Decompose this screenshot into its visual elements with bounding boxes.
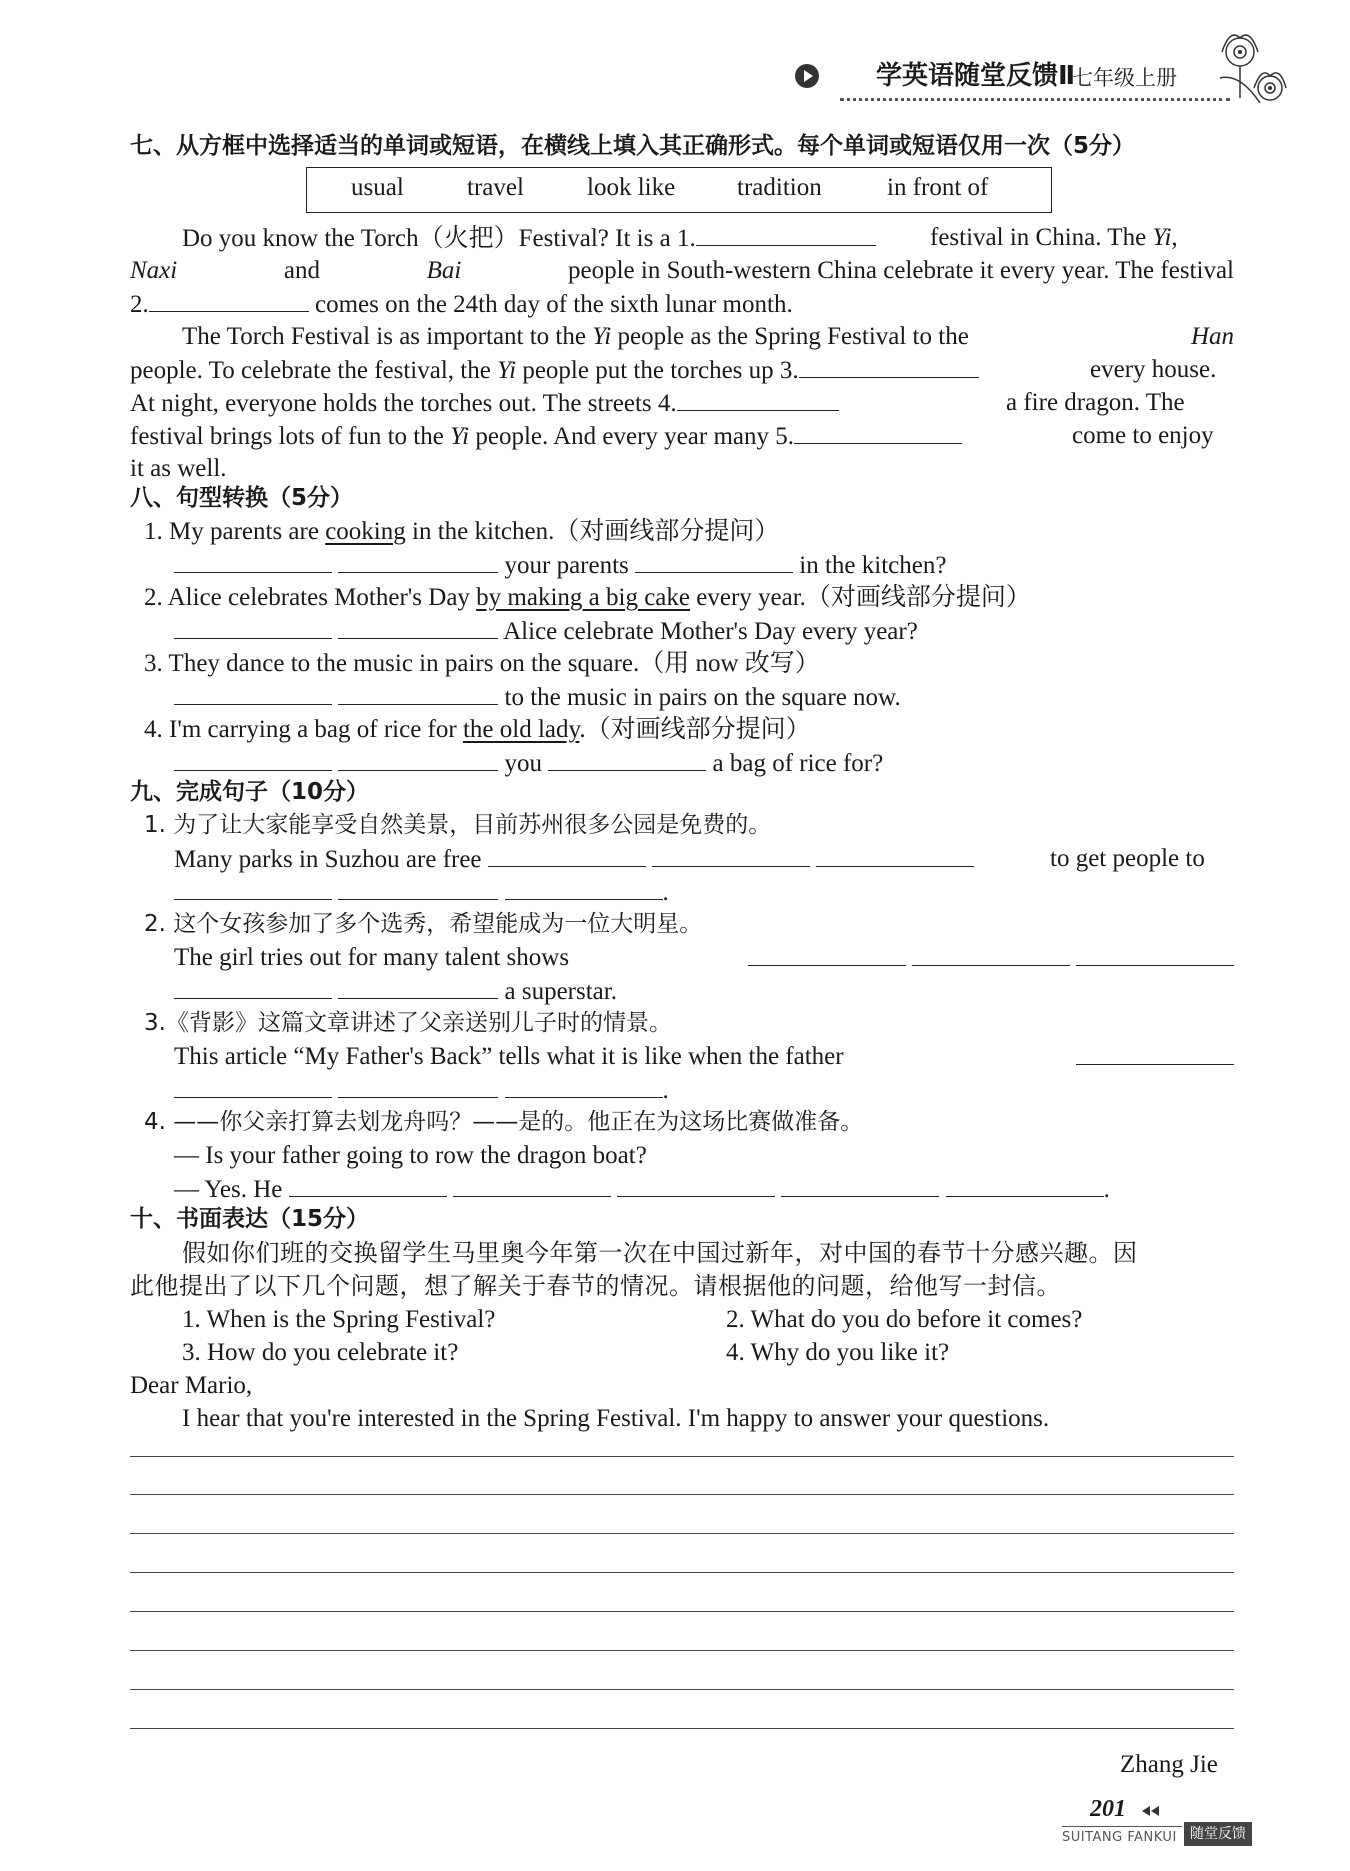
section-8-heading: 八、句型转换（5分） (130, 485, 354, 511)
passage-line: At night, everyone holds the torches out. The streets 4. (130, 386, 839, 420)
answer-line: to get people to (1050, 845, 1205, 872)
writing-question: 3. How do you celebrate it? (182, 1339, 459, 1366)
passage-line: it as well. (130, 455, 227, 482)
passage-line: every house. (1090, 356, 1217, 383)
blank[interactable] (338, 746, 498, 771)
header-play-icon (795, 64, 819, 88)
writing-line[interactable] (130, 1728, 1234, 1729)
question-8-4: 4. I'm carrying a bag of rice for the old lady.（对画线部分提问） (144, 716, 811, 743)
writing-line[interactable] (130, 1650, 1234, 1651)
blank[interactable] (1076, 1040, 1234, 1065)
blank[interactable] (505, 1073, 663, 1098)
section-7-heading: 七、从方框中选择适当的单词或短语，在横线上填入其正确形式。每个单词或短语仅用一次（5分） (130, 133, 1136, 159)
word-box-item: look like (587, 174, 676, 201)
blank[interactable] (652, 842, 810, 867)
blank[interactable] (338, 548, 498, 573)
blank[interactable] (174, 746, 332, 771)
passage-line: The Torch Festival is as important to the Yi people as the Spring Festival to the Han (182, 323, 1234, 350)
blank-1[interactable] (696, 221, 876, 246)
passage-line: festival in China. The Yi, (930, 224, 1178, 251)
writing-line[interactable] (130, 1533, 1234, 1534)
answer-line: Alice celebrate Mother's Day every year? (174, 614, 918, 648)
blank[interactable] (548, 746, 706, 771)
answer-line: The girl tries out for many talent shows (174, 941, 1234, 975)
blank[interactable] (748, 941, 906, 966)
question-8-2: 2. Alice celebrates Mother's Day by making a big cake every year.（对画线部分提问） (144, 584, 1031, 611)
blank-3[interactable] (799, 353, 979, 378)
answer-line: your parents in the kitchen? (174, 548, 946, 582)
blank[interactable] (174, 875, 332, 900)
passage-line: Naxi and Bai people in South-western China celebrate it every year. The festival (130, 257, 1234, 284)
blank[interactable] (617, 1172, 775, 1197)
question-9-4-prompt: 4. ——你父亲打算去划龙舟吗？——是的。他正在为这场比赛做准备。 (144, 1109, 864, 1135)
word-box-item: in front of (887, 174, 989, 201)
blank[interactable] (1076, 941, 1234, 966)
blank[interactable] (635, 548, 793, 573)
passage-line: festival brings lots of fun to the Yi people. And every year many 5. (130, 419, 962, 453)
blank[interactable] (488, 842, 646, 867)
letter-signature: Zhang Jie (1120, 1751, 1218, 1778)
word-box-item: tradition (737, 174, 822, 201)
blank[interactable] (174, 548, 332, 573)
blank-2[interactable] (149, 287, 309, 312)
writing-line[interactable] (130, 1611, 1234, 1612)
blank[interactable] (338, 875, 498, 900)
writing-line[interactable] (130, 1456, 1234, 1457)
writing-line[interactable] (130, 1572, 1234, 1573)
question-9-2-prompt: 2. 这个女孩参加了多个选秀，希望能成为一位大明星。 (144, 911, 703, 937)
blank[interactable] (338, 974, 498, 999)
answer-line: — Is your father going to row the dragon boat? (174, 1142, 647, 1169)
question-9-3-prompt: 3.《背影》这篇文章讲述了父亲送别儿子时的情景。 (144, 1010, 672, 1036)
blank[interactable] (453, 1172, 611, 1197)
writing-question: 2. What do you do before it comes? (726, 1306, 1083, 1333)
section-9-heading: 九、完成句子（10分） (130, 779, 370, 805)
answer-line: . (174, 875, 669, 909)
passage-line: people. To celebrate the festival, the Yi people put the torches up 3. (130, 353, 979, 387)
passage-line: a fire dragon. The (1006, 389, 1185, 416)
footer-rule (1062, 1826, 1182, 1827)
blank[interactable] (338, 1073, 498, 1098)
answer-line: to the music in pairs on the square now. (174, 680, 901, 714)
double-arrow-left-icon (1142, 1806, 1162, 1818)
writing-intro: 假如你们班的交换留学生马里奥今年第一次在中国过新年，对中国的春节十分感兴趣。因 (182, 1239, 1138, 1267)
blank-5[interactable] (794, 419, 962, 444)
section-10-heading: 十、书面表达（15分） (130, 1206, 370, 1232)
passage-line: Do you know the Torch（火把）Festival? It is a 1. (182, 221, 876, 255)
blank[interactable] (174, 1073, 332, 1098)
writing-intro: 此他提出了以下几个问题，想了解关于春节的情况。请根据他的问题，给他写一封信。 (130, 1272, 1061, 1300)
answer-line: — Yes. He . (174, 1172, 1110, 1206)
header-title: 学英语随堂反馈Ⅱ (876, 61, 1076, 91)
passage-line: come to enjoy (1072, 422, 1214, 449)
blank[interactable] (505, 875, 663, 900)
passage-line: 2. comes on the 24th day of the sixth lunar month. (130, 287, 793, 321)
question-9-1-prompt: 1. 为了让大家能享受自然美景，目前苏州很多公园是免费的。 (144, 812, 772, 838)
floral-ornament-icon (1200, 18, 1310, 118)
writing-question: 4. Why do you like it? (726, 1339, 950, 1366)
blank[interactable] (816, 842, 974, 867)
word-box-item: usual (351, 174, 404, 201)
question-8-1: 1. My parents are cooking in the kitchen.（对画线部分提问） (144, 518, 780, 545)
blank[interactable] (174, 680, 332, 705)
blank[interactable] (289, 1172, 447, 1197)
question-8-3: 3. They dance to the music in pairs on the square.（用 now 改写） (144, 650, 820, 677)
blank[interactable] (174, 614, 332, 639)
blank[interactable] (338, 614, 498, 639)
writing-line[interactable] (130, 1494, 1234, 1495)
page-number: 201 (1090, 1796, 1126, 1822)
answer-line: This article “My Father's Back” tells what it is like when the father (174, 1040, 1234, 1073)
letter-opening: I hear that you're interested in the Spring Festival. I'm happy to answer your questions. (182, 1405, 1050, 1432)
word-box (306, 167, 1052, 213)
footer-brand-latin: SUITANG FANKUI (1062, 1830, 1177, 1845)
blank[interactable] (338, 680, 498, 705)
footer-brand-badge: 随堂反馈 (1184, 1822, 1252, 1846)
answer-line: you a bag of rice for? (174, 746, 883, 780)
blank[interactable] (912, 941, 1070, 966)
blank[interactable] (946, 1172, 1104, 1197)
word-box-item: travel (467, 174, 524, 201)
writing-line[interactable] (130, 1689, 1234, 1690)
blank[interactable] (781, 1172, 939, 1197)
answer-line: . (174, 1073, 669, 1107)
writing-question: 1. When is the Spring Festival? (182, 1306, 496, 1333)
answer-line: Many parks in Suzhou are free (174, 842, 974, 876)
blank-4[interactable] (677, 386, 839, 411)
blank[interactable] (174, 974, 332, 999)
header-subtitle: 七年级上册 (1072, 66, 1177, 90)
letter-greeting: Dear Mario, (130, 1372, 253, 1399)
header-dotted-rule (840, 98, 1230, 101)
answer-line: a superstar. (174, 974, 617, 1008)
